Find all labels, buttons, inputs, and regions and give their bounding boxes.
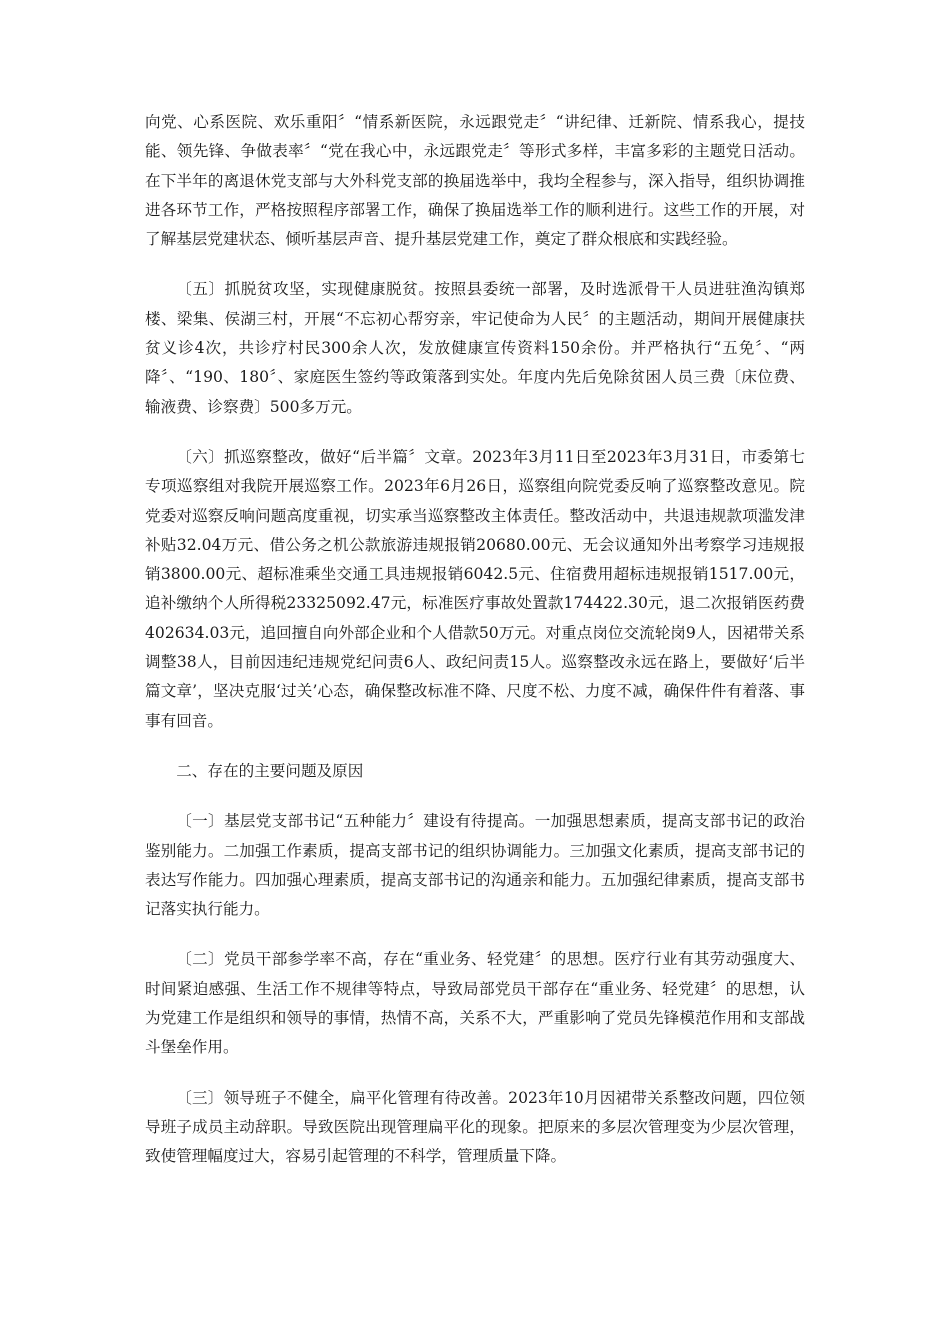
paragraph-gap [145,736,805,757]
paragraph-gap [145,422,805,443]
paragraph-gap [145,254,805,275]
paragraph-inspection-rectification: 〔六〕抓巡察整改，做好“后半篇〞文章。2023年3月11日至2023年3月31日，市委第七专项巡察组对我院开展巡察工作。2023年6月26日，巡察组向院党委反响了巡察整改意见。院党委对巡察反响问题高度重视，切实承当巡察整改主体责任。整改活动中，共退违规款项滥发津补贴32.04万元、借公务之机公款旅游违规报销20680.00元、无会议通知外出考察学习违规报销3800.00元、超标准乘坐交通工具违规报销6042.5元、住宿费用超标违规报销1517.00元，追补缴纳个人所得税23325092.47元，标准医疗事故处置款174422.30元，退二次报销医药费402634.03元，追回擅自向外部企业和个人借款50万元。对重点岗位交流轮岗9人，因裙带关系调整38人，目前因违纪违规党纪问责6人、政纪问责15人。巡察整改永远在路上，要做好‘后半篇文章’，坚决克服‘过关’心态，确保整改标准不降、尺度不松、力度不减，确保件件有着落、事事有回音。 [145,447,805,730]
paragraph-gap [145,786,805,807]
document-page [145,108,805,1172]
paragraph-gap [145,1063,805,1084]
section-heading-problems: 二、存在的主要问题及原因 [176,761,364,780]
paragraph-problem-three: 〔三〕领导班子不健全，扁平化管理有待改善。2023年10月因裙带关系整改问题，四位领导班子成员主动辞职。导致医院出现管理扁平化的现象。把原来的多层次管理变为少层次管理，致使管理幅度过大，容易引起管理的不科学，管理质量下降。 [145,1088,805,1166]
paragraph-gap [145,924,805,945]
paragraph-poverty-alleviation: 〔五〕抓脱贫攻坚，实现健康脱贫。按照县委统一部署，及时选派骨干人员进驻渔沟镇郑楼、梁集、侯湖三村，开展“不忘初心帮穷亲，牢记使命为人民〞的主题活动，期间开展健康扶贫义诊4次，共诊疗村民300余人次，发放健康宣传资料150余份。并严格执行“五免〞、“两降〞、“190、180〞、家庭医生签约等政策落到实处。年度内先后免除贫困人员三费〔床位费、输液费、诊察费〕500多万元。 [145,280,805,416]
paragraph-party-activities: 向党、心系医院、欢乐重阳〞“情系新医院，永远跟党走〞“讲纪律、迁新院、情系我心，提技能、领先锋、争做表率〞“党在我心中，永远跟党走〞等形式多样，丰富多彩的主题党日活动。在下半年的离退休党支部与大外科党支部的换届选举中，我均全程参与，深入指导，组织协调推进各环节工作，严格按照程序部署工作，确保了换届选举工作的顺利进行。这些工作的开展，对了解基层党建状态、倾听基层声音、提升基层党建工作，奠定了群众根底和实践经验。 [145,113,805,249]
paragraph-problem-one: 〔一〕基层党支部书记“五种能力〞建设有待提高。一加强思想素质，提高支部书记的政治鉴别能力。二加强工作素质，提高支部书记的组织协调能力。三加强文化素质，提高支部书记的表达写作能力。四加强心理素质，提高支部书记的沟通亲和能力。五加强纪律素质，提高支部书记落实执行能力。 [145,812,805,919]
paragraph-problem-two: 〔二〕党员干部参学率不高，存在“重业务、轻党建〞的思想。医疗行业有其劳动强度大、时间紧迫感强、生活工作不规律等特点，导致局部党员干部存在“重业务、轻党建〞的思想，认为党建工作是组织和领导的事情，热情不高，关系不大，严重影响了党员先锋模范作用和支部战斗堡垒作用。 [145,950,805,1057]
